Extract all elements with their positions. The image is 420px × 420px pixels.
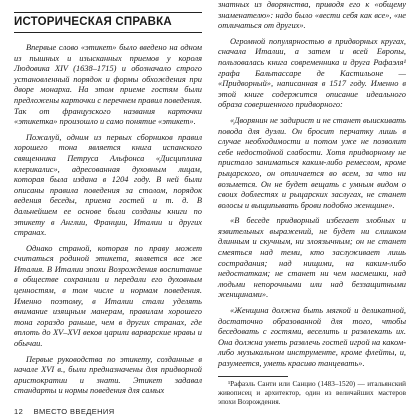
paragraph: Впервые слово «этикет» было введено на одном из пышных и изысканных приемов у короля Людовика XIV (1638–1715) и обозначало строго установленный порядок и формы обхождения при дворе монарха. На этом приеме гостям были предложены карточки с перечнем правил поведения. Так от французского названия карточки «этикетка» произошло и само понятие «этикет». <box>14 43 202 127</box>
page-footer <box>14 407 115 416</box>
paragraph: Пожалуй, одним из первых сборников правил хорошего тона является книга испанского священника Петруса Альфонса «Дисциплина клерикалис», адресованная духовным лицам, которая была издана в 1204 году. В ней были описаны правила поведения за столом, порядок ведения беседы, приема гостей и т. д. В дальнейшем ее основе были созданы книги по этикету в Англии, Франции, Италии и других странах. <box>14 132 202 238</box>
page-number: 12 <box>14 407 24 416</box>
paragraph: знатных из дворянства, приводя его к «общему знаменателю»: надо было «вести себя как все», «не отличаться от других». <box>218 0 406 31</box>
quote-paragraph: «Женщина должна быть мягкой и деликатной, достаточно образованной для того, чтобы беседовать с гостями, веселить и развлекать их. Она должна уметь развлечь гостей игрой на каком-либо музыкальном инструменте, кроме флейты, и, разумеется, уметь красиво танцевать». <box>218 306 406 368</box>
paragraph: Первые руководства по этикету, созданные в начале XVI в., были предназначены для придворной аристократии и знати. Этикет задавал стандарты и нормы поведения для самых <box>14 354 202 396</box>
running-section-title: ВМЕСТО ВВЕДЕНИЯ <box>33 407 115 416</box>
section-heading: ИСТОРИЧЕСКАЯ СПРАВКА <box>14 12 202 33</box>
paragraph: Огромной популярностью в придворных кругах, сначала Италии, а затем и всей Европы, пользовалась книга современника и друга Рафаэля¹ графа Бальтассаре де Кастильоне — «Придворный», написанная в 1517 году. Именно в этой книге содержится описание идеального образа совершенного придворного: <box>218 36 406 110</box>
quote-paragraph: «Дворянин не задирист и не станет выискивать повода для дуэли. Он бросит перчатку лишь в случае необходимости и потом уже не позволит себе недостойной слабости. Хотя придворному не пристало заниматься каким-либо ремеслом, кроме рыцарского, он отличается во всем, за что ни возьмется. Он не будет вещать с умным видом о своих доблестях и рыцарских заслугах, не станет волосы и выщипывать брови подобно женщине». <box>218 115 406 210</box>
right-column <box>218 0 406 407</box>
footnote-divider <box>218 376 288 377</box>
footnote: ¹Рафаэль Санти или Санцио (1483–1520) — итальянский живописец и архитектор, один из величайших мастеров эпохи Возрождения. <box>218 379 406 406</box>
left-column <box>14 2 202 397</box>
quote-paragraph: «В беседе придворный избегает злобных и язвительных выражений, не будет ни слишком длинным и скучным, ни злоязычным; он не станет смеяться над теми, кто заслуживает лишь сострадания; над нищими, на каким-либо недостаткам; не станет ни чем насмешки, над людьми непорочными или над беззащитными женщинами». <box>218 216 406 300</box>
paragraph: Однако страной, которая по праву может считаться родиной этикета, является все же Италия. В Италии эпохи Возрождения воспитание в обществе сохранили и передали его духовным ценностям, в том числе и нормам поведения. Именно поэтому, в Италии стали уделять внимание изящным манерам, правилам хорошего тона гораздо раньше, чем в других странах, где вплоть до XV–XVI веков царили варварские нравы и обычаи. <box>14 243 202 349</box>
